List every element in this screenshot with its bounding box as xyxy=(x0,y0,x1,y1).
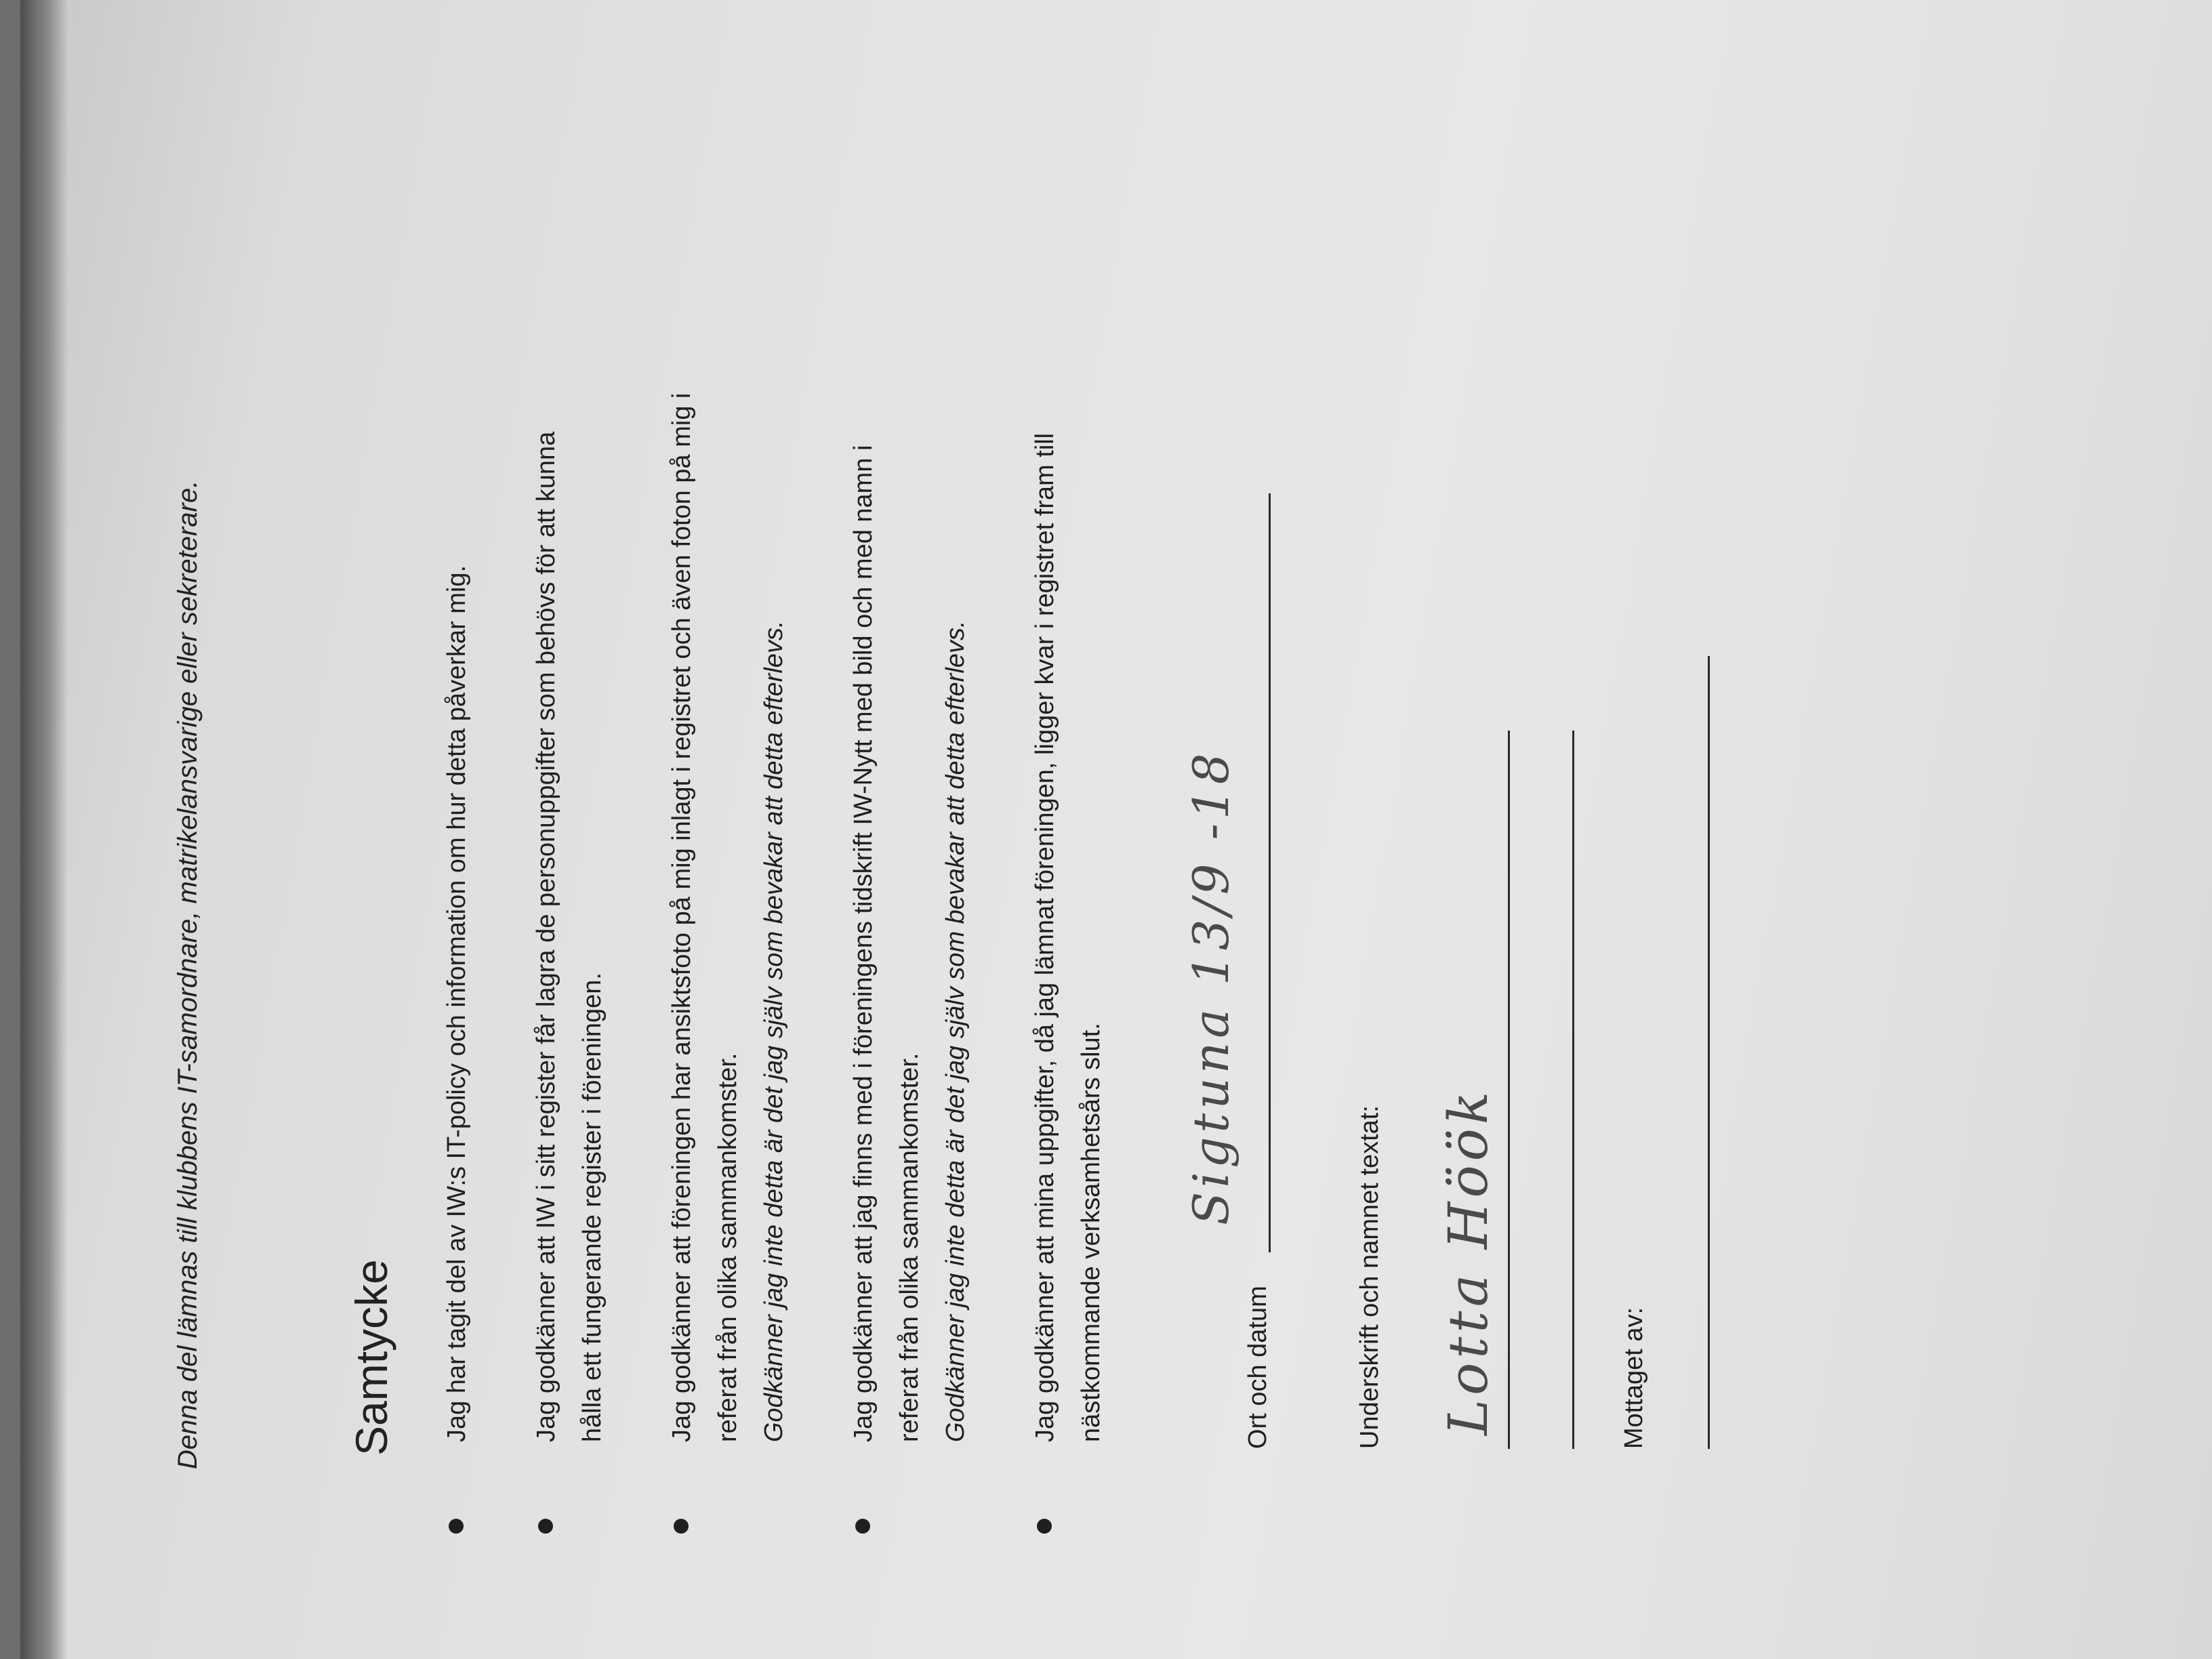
signature-handwriting: Lotta Höök xyxy=(1437,1087,1500,1435)
consent-text: Jag godkänner att mina uppgifter, då jag lämnat föreningen, ligger kvar i registret fram till xyxy=(1031,432,1059,1442)
consent-text: Jag godkänner att IW i sitt register får lagra de personuppgifter som behövs för att kunna xyxy=(532,431,560,1442)
signature-label: Underskrift och namnet textat: xyxy=(1355,1105,1384,1449)
consent-text: referat från olika sammankomster. xyxy=(714,1052,742,1442)
consent-list xyxy=(434,155,1158,1442)
bullet-dot-icon xyxy=(1037,1519,1052,1534)
consent-text: Jag godkänner att föreningen har ansiktsfoto på mig inlagt i registret och även foton på mig i xyxy=(668,392,696,1442)
place-date-label: Ort och datum xyxy=(1244,1286,1272,1449)
page-title: Samtycke xyxy=(346,1259,396,1456)
place-date-handwriting: Sigtuna 13/9 -18 xyxy=(1183,749,1240,1225)
received-by-label: Mottaget av: xyxy=(1620,1307,1648,1449)
consent-item xyxy=(840,155,979,1442)
received-by-line[interactable] xyxy=(1708,656,1710,1449)
consent-text: Jag godkänner att jag finns med i föreningens tidskrift IW-Nytt med bild och med namn i xyxy=(849,445,878,1442)
signature-line[interactable] xyxy=(1508,731,1510,1449)
printed-name-line[interactable] xyxy=(1572,731,1574,1449)
bullet-dot-icon xyxy=(449,1519,464,1534)
bullet-dot-icon xyxy=(674,1519,689,1534)
consent-text: referat från olika sammankomster. xyxy=(895,1052,924,1442)
bullet-dot-icon xyxy=(855,1519,870,1534)
consent-item xyxy=(659,155,797,1442)
consent-text: nästkommande verksamhetsårs slut. xyxy=(1077,1023,1105,1442)
consent-item xyxy=(434,155,480,1442)
consent-item xyxy=(1022,155,1114,1442)
bullet-dot-icon xyxy=(538,1519,553,1534)
consent-text: Jag har tagit del av IW:s IT-policy och information om hur detta påverkar mig. xyxy=(443,565,471,1442)
consent-note: Godkänner jag inte detta är det jag själv som bevakar att detta efterlevs. xyxy=(760,620,788,1442)
consent-item xyxy=(523,155,615,1442)
intro-instruction: Denna del lämnas till klubbens IT-samordnare, matrikelansvarige eller sekreterare. xyxy=(173,480,203,1469)
place-date-line[interactable] xyxy=(1269,493,1271,1252)
consent-note: Godkänner jag inte detta är det jag själv som bevakar att detta efterlevs. xyxy=(941,620,970,1442)
consent-text: hålla ett fungerande register i föreningen. xyxy=(578,972,607,1442)
